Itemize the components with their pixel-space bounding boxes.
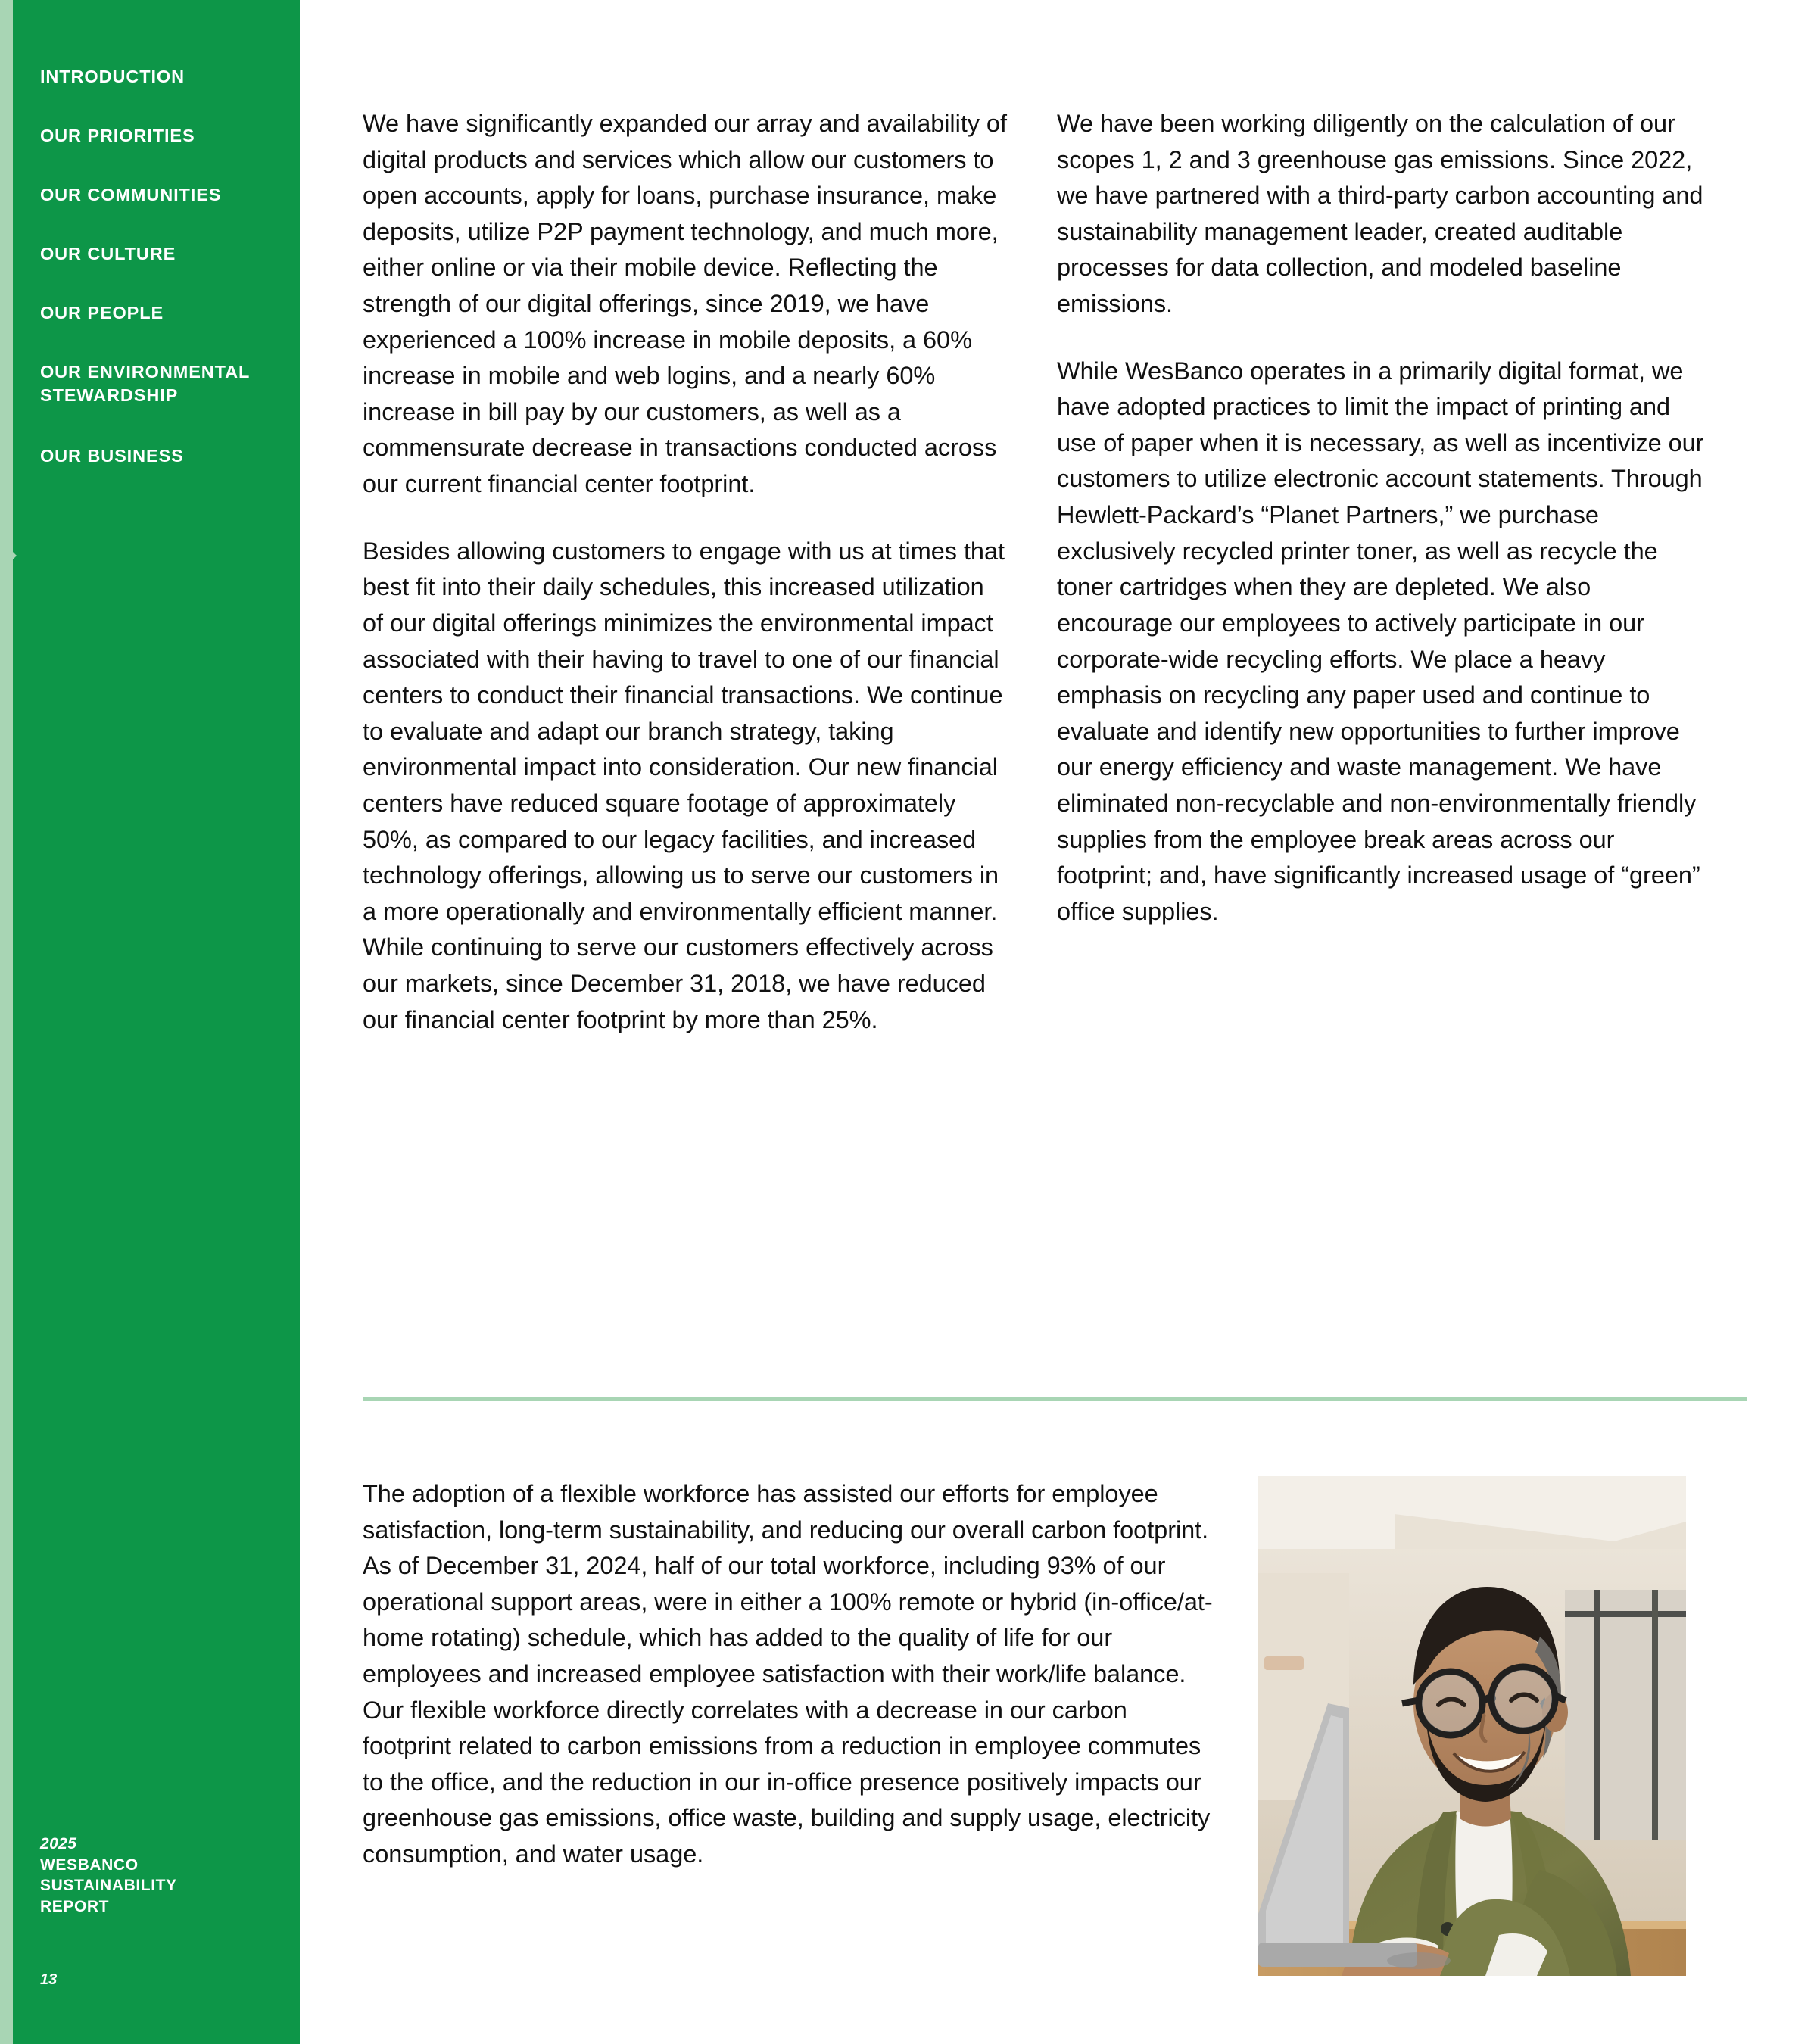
sidebar-item-introduction[interactable] <box>40 65 267 89</box>
sidebar-item-label: OUR COMMUNITIES <box>40 185 222 205</box>
sidebar-item-label: OUR BUSINESS <box>40 446 184 466</box>
sidebar-item-label: INTRODUCTION <box>40 67 185 86</box>
right-column <box>1057 106 1704 1038</box>
left-column <box>363 106 1010 1038</box>
sidebar-footer <box>40 1834 282 1918</box>
sidebar-item-our-communities[interactable] <box>40 183 267 207</box>
sidebar-item-our-people[interactable] <box>40 301 267 325</box>
main-content <box>300 0 1817 2044</box>
right-paragraph-1: We have been working diligently on the calculation of our scopes 1, 2 and 3 greenhouse gas emissions. Since 2022, we have partnered with a third-party carbon accounting and sustainability management leader, created auditable processes for data collection, and modeled baseline emissions. <box>1057 110 1703 318</box>
bottom-paragraph: The adoption of a flexible workforce has assisted our efforts for employee satisfaction, long-term sustainability, and reducing our overall carbon footprint. As of December 31, 2024, half of our total workforce, including 93% of our operational support areas, were in either a 100% remote or hybrid (in-office/at-home rotating) schedule, which has added to the quality of life for our employees and increased employee satisfaction with their work/life balance. Our flexible workforce directly correlates with a decrease in our carbon footprint related to carbon emissions from a reduction in employee commutes to the office, and the reduction in our in-office presence positively impacts our greenhouse gas emissions, office waste, building and supply usage, electricity consumption, and water usage. <box>363 1480 1213 1868</box>
active-nav-arrow-icon <box>0 539 17 572</box>
bottom-section <box>363 1476 1750 1976</box>
sidebar-item-our-culture[interactable] <box>40 242 267 266</box>
report-title-line-2: SUSTAINABILITY <box>40 1877 177 1895</box>
sidebar-item-label: OUR ENVIRONMENTAL STEWARDSHIP <box>40 362 250 406</box>
sidebar <box>0 0 300 2044</box>
bottom-text-block <box>363 1476 1222 1873</box>
sidebar-nav <box>40 65 267 503</box>
sidebar-item-our-business[interactable] <box>40 444 267 468</box>
sidebar-item-our-priorities[interactable] <box>40 124 267 148</box>
two-column-body <box>363 106 1748 1038</box>
sidebar-item-label: OUR PRIORITIES <box>40 126 195 146</box>
report-title-line-1: WESBANCO <box>40 1855 139 1874</box>
right-paragraph-2: While WesBanco operates in a primarily digital format, we have adopted practices to limit the impact of printing and use of paper when it is necessary, as well as incentivize our customers to utilize electronic account statements. Through Hewlett-Packard’s “Planet Partners,” we purchase exclusively recycled printer toner, as well as recycle the toner cartridges when they are depleted. We also encourage our employees to actively participate in our corporate-wide recycling efforts. We place a heavy emphasis on recycling any paper used and continue to evaluate and identify new opportunities to further improve our energy efficiency and waste management. We have eliminated non-recyclable and non-environmentally friendly supplies from the employee break areas across our footprint; and, have significantly increased usage of “green” office supplies. <box>1057 357 1704 925</box>
sidebar-item-label: OUR CULTURE <box>40 244 176 264</box>
sidebar-accent-strip <box>0 0 13 2044</box>
sidebar-item-our-environmental-stewardship[interactable] <box>40 360 267 407</box>
report-year: 2025 <box>40 1835 77 1852</box>
section-divider <box>363 1397 1747 1401</box>
left-paragraph-2: Besides allowing customers to engage with us at times that best fit into their daily schedules, this increased utilization of our digital offerings minimizes the environmental impact associated with their having to travel to one of our financial centers to conduct their financial transactions. We continue to evaluate and adapt our branch strategy, taking environmental impact into consideration. Our new financial centers have reduced square footage of approximately 50%, as compared to our legacy facilities, and increased technology offerings, allowing us to serve our customers in a more operationally and environmentally efficient manner. While continuing to serve our customers effectively across our markets, since December 31, 2018, we have reduced our financial center footprint by more than 25%. <box>363 537 1005 1033</box>
sidebar-item-label: OUR PEOPLE <box>40 303 164 323</box>
report-title-line-3: REPORT <box>40 1898 110 1916</box>
left-paragraph-1: We have significantly expanded our array and availability of digital products and services which allow our customers to open accounts, apply for loans, purchase insurance, make deposits, utilize P2P payment technology, and much more, either online or via their mobile device. Reflecting the strength of our digital offerings, since 2019, we have experienced a 100% increase in mobile deposits, a 60% increase in mobile and web logins, and a nearly 60% increase in bill pay by our customers, as well as a commensurate decrease in transactions conducted across our current financial center footprint. <box>363 110 1007 498</box>
workforce-photo <box>1258 1476 1686 1976</box>
page-number: 13 <box>40 1971 58 1988</box>
